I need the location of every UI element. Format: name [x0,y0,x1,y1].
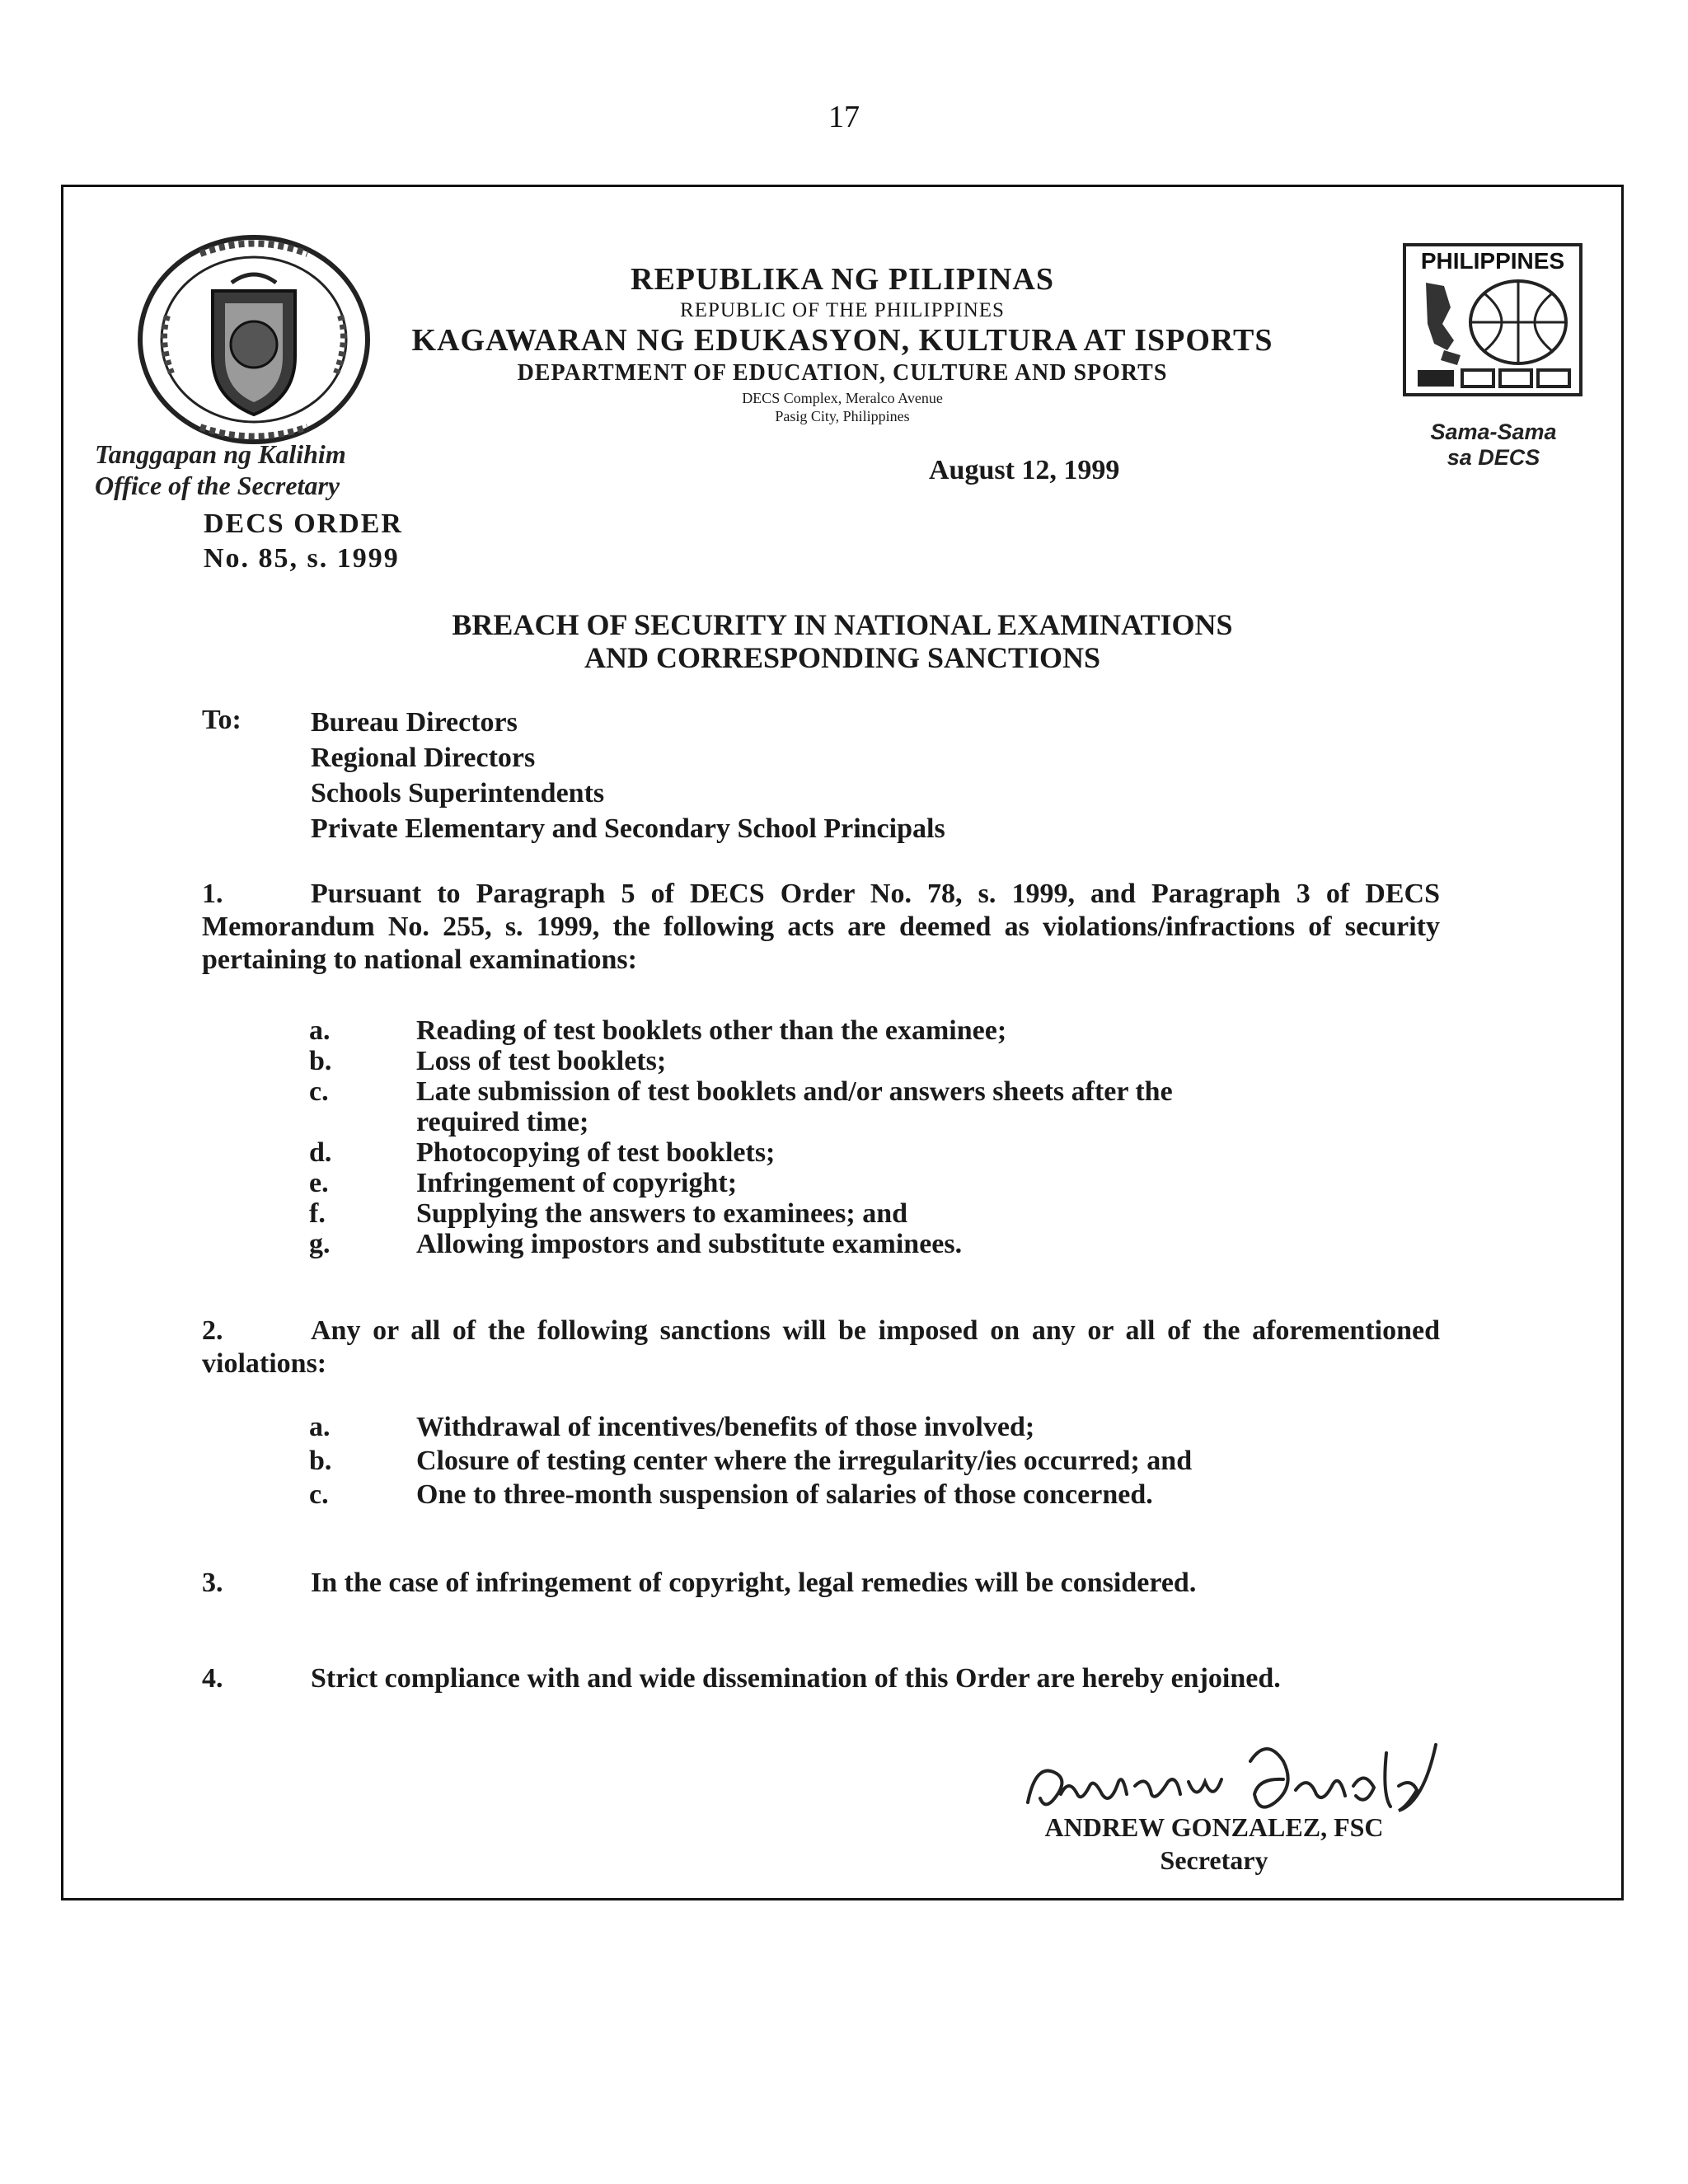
logo-caption-line2: sa DECS [1447,445,1540,470]
paragraph-number: 3. [202,1568,223,1598]
signatory-name: ANDREW GONZALEZ, FSC [1044,1812,1384,1842]
recipient-item: Schools Superintendents [311,778,605,808]
list-item [309,1046,1397,1076]
paragraph-3 [202,1567,1440,1600]
violations-list [309,1015,1397,1259]
letterhead-republika: REPUBLIKA NG PILIPINAS [631,262,1054,297]
item-text: Loss of test booklets; [416,1046,667,1076]
item-text: Allowing impostors and substitute examinees. [416,1229,963,1259]
philippines-centennial-logo-icon [1411,274,1576,390]
sanctions-list [309,1412,1397,1510]
paragraph-text: Any or all of the following sanctions will be imposed on any or all of the aforementioned violations: [202,1315,1440,1379]
paragraph-number: 4. [202,1663,223,1694]
signatory-block [1000,1811,1428,1877]
item-letter: d. [309,1137,332,1168]
item-text: Infringement of copyright; [416,1168,738,1198]
list-item [309,1412,1397,1442]
recipient-item: Regional Directors [311,743,536,773]
item-text: Supplying the answers to examinees; and [416,1198,908,1229]
letterhead-department: DEPARTMENT OF EDUCATION, CULTURE AND SPORTS [517,360,1168,386]
item-text: Closure of testing center where the irregularity/ies occurred; and [416,1446,1193,1476]
list-item [309,1198,1397,1229]
order-id-block [204,507,403,576]
letterhead-city: Pasig City, Philippines [775,408,910,424]
item-text: Late submission of test booklets and/or answers sheets after the required time; [416,1076,1173,1137]
document-frame [61,185,1624,1900]
logo-caption [1395,419,1592,471]
order-label: DECS ORDER [204,509,403,539]
order-number: No. 85, s. 1999 [204,543,400,574]
letterhead-kagawaran: KAGAWARAN NG EDUKASYON, KULTURA AT ISPORTS [411,323,1273,358]
item-letter: b. [309,1446,332,1476]
office-block [95,438,346,501]
order-title-line2: AND CORRESPONDING SANCTIONS [584,641,1101,674]
signatory-position: Secretary [1160,1845,1268,1875]
to-label: To: [202,705,241,735]
item-letter: c. [309,1076,329,1107]
item-text: Withdrawal of incentives/benefits of those involved; [416,1412,1035,1442]
recipient-item: Private Elementary and Secondary School Principals [311,813,945,844]
paragraph-2 [202,1315,1440,1380]
decs-order-document [63,187,1621,1898]
item-text: Reading of test booklets other than the examinee; [416,1015,1007,1046]
paragraph-number: 2. [202,1315,223,1346]
list-item [309,1446,1265,1476]
list-item [309,1168,1397,1198]
item-letter: a. [309,1015,331,1046]
item-letter: a. [309,1412,331,1442]
item-letter: c. [309,1479,329,1510]
letterhead-republic: REPUBLIC OF THE PHILIPPINES [680,299,1005,321]
paragraph-4 [202,1662,1440,1695]
order-date: August 12, 1999 [929,455,1120,485]
item-letter: b. [309,1046,332,1076]
item-letter: e. [309,1168,329,1198]
paragraph-text: In the case of infringement of copyright, legal remedies will be considered. [311,1568,1197,1598]
item-letter: f. [309,1198,326,1229]
paragraph-1 [202,878,1440,977]
logo-caption-line1: Sama-Sama [1430,419,1557,444]
letterhead-address: DECS Complex, Meralco Avenue [742,390,943,406]
item-text: Photocopying of test booklets; [416,1137,776,1168]
item-text: One to three-month suspension of salaries of those concerned. [416,1479,1153,1510]
paragraph-number: 1. [202,879,223,909]
office-english: Office of the Secretary [95,471,340,500]
logo-title: PHILIPPINES [1420,248,1565,274]
list-item [309,1229,1397,1259]
item-letter: g. [309,1229,331,1259]
paragraph-text: Pursuant to Paragraph 5 of DECS Order No. 78, s. 1999, and Paragraph 3 of DECS Memorandum No. 255, s. 1999, the following acts are deemed as violations/infractions of security pertaining to national examinations: [202,879,1440,975]
list-item [309,1015,1397,1046]
paragraph-text: Strict compliance with and wide dissemination of this Order are hereby enjoined. [311,1663,1281,1694]
recipient-item: Bureau Directors [311,707,518,738]
list-item [309,1137,1397,1168]
office-tagalog: Tanggapan ng Kalihim [95,439,346,469]
list-item [309,1479,1397,1510]
recipients-list [311,705,945,846]
list-item [309,1076,1265,1137]
centennial-logo [1403,243,1582,396]
order-title-line1: BREACH OF SECURITY IN NATIONAL EXAMINATIONS [452,608,1233,641]
page-number: 17 [828,100,860,134]
